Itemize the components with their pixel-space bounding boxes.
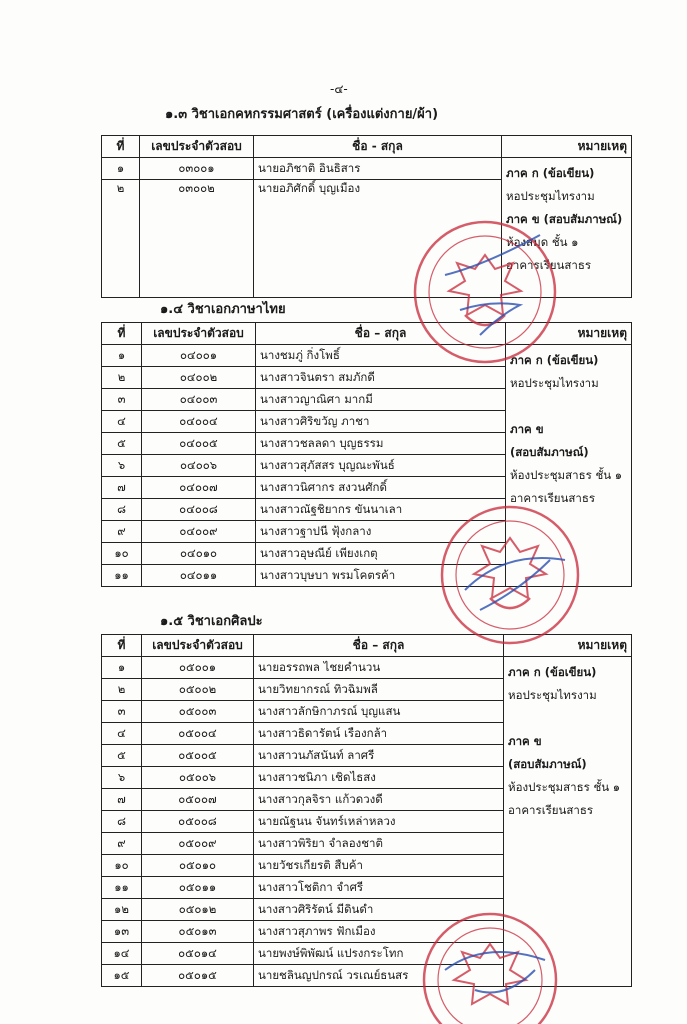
remark-cell [504, 657, 632, 987]
cell-code: ๐๕๐๑๕ [142, 965, 254, 987]
cell-name: นางสาวณัฐชิยากร ขันนาเลา [256, 499, 506, 521]
remark-line: ห้องประชุมสาธร ชั้น ๑ [510, 468, 623, 482]
cell-code: ๐๔๐๐๖ [142, 455, 256, 477]
cell-name: นางสาวฐาปนี ฟุ้งกลาง [256, 521, 506, 543]
header-remark: หมายเหตุ [504, 635, 632, 657]
cell-name: นางสาวสุภาพร ฟักเมือง [254, 921, 504, 943]
remark-line: (สอบสัมภาษณ์) [508, 757, 587, 771]
cell-code: ๐๔๐๐๔ [142, 411, 256, 433]
cell-code: ๐๔๐๑๐ [142, 543, 256, 565]
cell-code: ๐๕๐๑๑ [142, 877, 254, 899]
cell-no: ๑๑ [102, 565, 142, 587]
table-row [102, 158, 632, 180]
cell-name: นายวัชรเกียรติ สืบค้า [254, 855, 504, 877]
cell-name: นางสาวอุษณีย์ เพียงเกตุ [256, 543, 506, 565]
table-thai [101, 322, 632, 587]
header-name: ชื่อ – สกุล [254, 635, 504, 657]
cell-name: นายอภิศักดิ์ บุญเมือง [254, 180, 502, 298]
remark-line: หอประชุมไทรงาม [510, 376, 599, 390]
cell-no: ๕ [102, 433, 142, 455]
cell-name: นายอรรถพล ไชยคำนวน [254, 657, 504, 679]
cell-name: นางสาวญาณิศา มากมี [256, 389, 506, 411]
cell-no: ๔ [102, 723, 142, 745]
header-name: ชื่อ – สกุล [256, 323, 506, 345]
cell-code: ๐๕๐๑๓ [142, 921, 254, 943]
remark-line: (สอบสัมภาษณ์) [510, 445, 589, 459]
remark-line [508, 707, 627, 730]
cell-name: นางสาวกุลจิรา แก้วดวงดี [254, 789, 504, 811]
cell-name: นายอภิชาติ อินธิสาร [254, 158, 502, 180]
cell-name: นางสาวนภัสนันท์ ลาศรี [254, 745, 504, 767]
cell-code: ๐๕๐๐๓ [142, 701, 254, 723]
cell-code: ๐๓๐๐๑ [140, 158, 254, 180]
header-no: ที่ [102, 136, 140, 158]
cell-code: ๐๔๐๐๒ [142, 367, 256, 389]
cell-no: ๑๕ [102, 965, 142, 987]
page-number: -๔- [330, 82, 348, 96]
remark-line [510, 395, 627, 418]
header-exam-id: เลขประจำตัวสอบ [140, 136, 254, 158]
remark-cell [502, 158, 632, 298]
cell-name: นางสาวสุภัสสร บุญณะพันธ์ [256, 455, 506, 477]
cell-no: ๙ [102, 833, 142, 855]
table-home-economics [101, 135, 632, 298]
cell-no: ๑๐ [102, 855, 142, 877]
cell-name: นายวิทยากรณ์ ทิวฉิมพลี [254, 679, 504, 701]
remark-line: ภาค ข (สอบสัมภาษณ์) [506, 212, 623, 226]
cell-code: ๐๕๐๐๗ [142, 789, 254, 811]
cell-code: ๐๔๐๐๘ [142, 499, 256, 521]
remark-line: อาคารเรียนสาธร [506, 258, 592, 272]
cell-code: ๐๔๐๐๕ [142, 433, 256, 455]
remark-line: ภาค ข [508, 734, 542, 748]
cell-no: ๒ [102, 367, 142, 389]
cell-code: ๐๕๐๐๑ [142, 657, 254, 679]
cell-no: ๑๒ [102, 899, 142, 921]
cell-code: ๐๕๐๐๖ [142, 767, 254, 789]
remark-line: อาคารเรียนสาธร [510, 491, 596, 505]
header-remark: หมายเหตุ [506, 323, 632, 345]
cell-no: ๙ [102, 521, 142, 543]
cell-no: ๒ [102, 180, 140, 298]
cell-code: ๐๔๐๐๗ [142, 477, 256, 499]
cell-code: ๐๕๐๐๒ [142, 679, 254, 701]
cell-no: ๔ [102, 411, 142, 433]
header-no: ที่ [102, 635, 142, 657]
cell-name: นางสาวชลลดา บุญธรรม [256, 433, 506, 455]
table-row [102, 345, 632, 367]
cell-name: นางสาวลักษิกาภรณ์ บุญแสน [254, 701, 504, 723]
cell-no: ๑๑ [102, 877, 142, 899]
cell-no: ๗ [102, 477, 142, 499]
remark-line: หอประชุมไทรงาม [506, 189, 595, 203]
cell-code: ๐๕๐๐๙ [142, 833, 254, 855]
cell-no: ๑๔ [102, 943, 142, 965]
cell-name: นางสาวโชติกา จำศรี [254, 877, 504, 899]
remark-line: ภาค ก (ข้อเขียน) [508, 665, 597, 679]
cell-code: ๐๕๐๑๐ [142, 855, 254, 877]
cell-name: นางสาวชนิภา เชิดไธสง [254, 767, 504, 789]
cell-name: นางชมภู่ กิ่งโพธิ์ [256, 345, 506, 367]
table-row [102, 657, 632, 679]
section-title-art: ๑.๕ วิชาเอกศิลปะ [160, 614, 263, 629]
remark-line: ห้องประชุมสาธร ชั้น ๑ [508, 780, 621, 794]
cell-code: ๐๔๐๐๑ [142, 345, 256, 367]
cell-code: ๐๕๐๑๔ [142, 943, 254, 965]
cell-name: นางสาวบุษบา พรมโคตรค้า [256, 565, 506, 587]
remark-line: ห้องสมุด ชั้น ๑ [506, 235, 579, 249]
cell-no: ๗ [102, 789, 142, 811]
cell-code: ๐๓๐๐๒ [140, 180, 254, 298]
header-no: ที่ [102, 323, 142, 345]
remark-cell [506, 345, 632, 587]
cell-name: นายณัฐนน จันทร์เหล่าหลวง [254, 811, 504, 833]
cell-code: ๐๕๐๐๔ [142, 723, 254, 745]
cell-code: ๐๕๐๐๘ [142, 811, 254, 833]
section-title-home-economics: ๑.๓ วิชาเอกคหกรรมศาสตร์ (เครื่องแต่งกาย/ผ้า) [165, 107, 439, 122]
remark-line: ภาค ก (ข้อเขียน) [510, 353, 599, 367]
remark-line: อาคารเรียนสาธร [508, 803, 594, 817]
cell-name: นายพงษ์พิพัฒน์ แปรงกระโทก [254, 943, 504, 965]
table-art [101, 634, 632, 987]
cell-no: ๑๐ [102, 543, 142, 565]
cell-no: ๑ [102, 657, 142, 679]
cell-name: นางสาวจินตรา สมภักดี [256, 367, 506, 389]
section-title-thai: ๑.๔ วิชาเอกภาษาไทย [160, 302, 286, 317]
cell-name: นางสาวศิริรัตน์ มีดินดำ [254, 899, 504, 921]
remark-line: ภาค ข [510, 422, 544, 436]
cell-no: ๒ [102, 679, 142, 701]
cell-name: นางสาวนิศากร สงวนศักดิ์ [256, 477, 506, 499]
cell-no: ๘ [102, 811, 142, 833]
cell-name: นางสาวธิดารัตน์ เรืองกล้า [254, 723, 504, 745]
cell-no: ๖ [102, 767, 142, 789]
cell-no: ๘ [102, 499, 142, 521]
header-exam-id: เลขประจำตัวสอบ [142, 635, 254, 657]
header-remark: หมายเหตุ [502, 136, 632, 158]
remark-line: ภาค ก (ข้อเขียน) [506, 166, 595, 180]
cell-name: นางสาวพิริยา จำลองชาติ [254, 833, 504, 855]
cell-no: ๑ [102, 158, 140, 180]
cell-no: ๓ [102, 389, 142, 411]
cell-name: นางสาวศิริขวัญ ภาชา [256, 411, 506, 433]
cell-name: นายชลินญปกรณ์ วรเณย์ธนสร [254, 965, 504, 987]
cell-no: ๓ [102, 701, 142, 723]
cell-no: ๖ [102, 455, 142, 477]
header-exam-id: เลขประจำตัวสอบ [142, 323, 256, 345]
cell-code: ๐๕๐๑๒ [142, 899, 254, 921]
cell-code: ๐๔๐๐๓ [142, 389, 256, 411]
cell-code: ๐๔๐๐๙ [142, 521, 256, 543]
cell-code: ๐๔๐๑๑ [142, 565, 256, 587]
cell-no: ๕ [102, 745, 142, 767]
header-name: ชื่อ - สกุล [254, 136, 502, 158]
cell-no: ๑๓ [102, 921, 142, 943]
remark-line: หอประชุมไทรงาม [508, 688, 597, 702]
cell-no: ๑ [102, 345, 142, 367]
cell-code: ๐๕๐๐๕ [142, 745, 254, 767]
